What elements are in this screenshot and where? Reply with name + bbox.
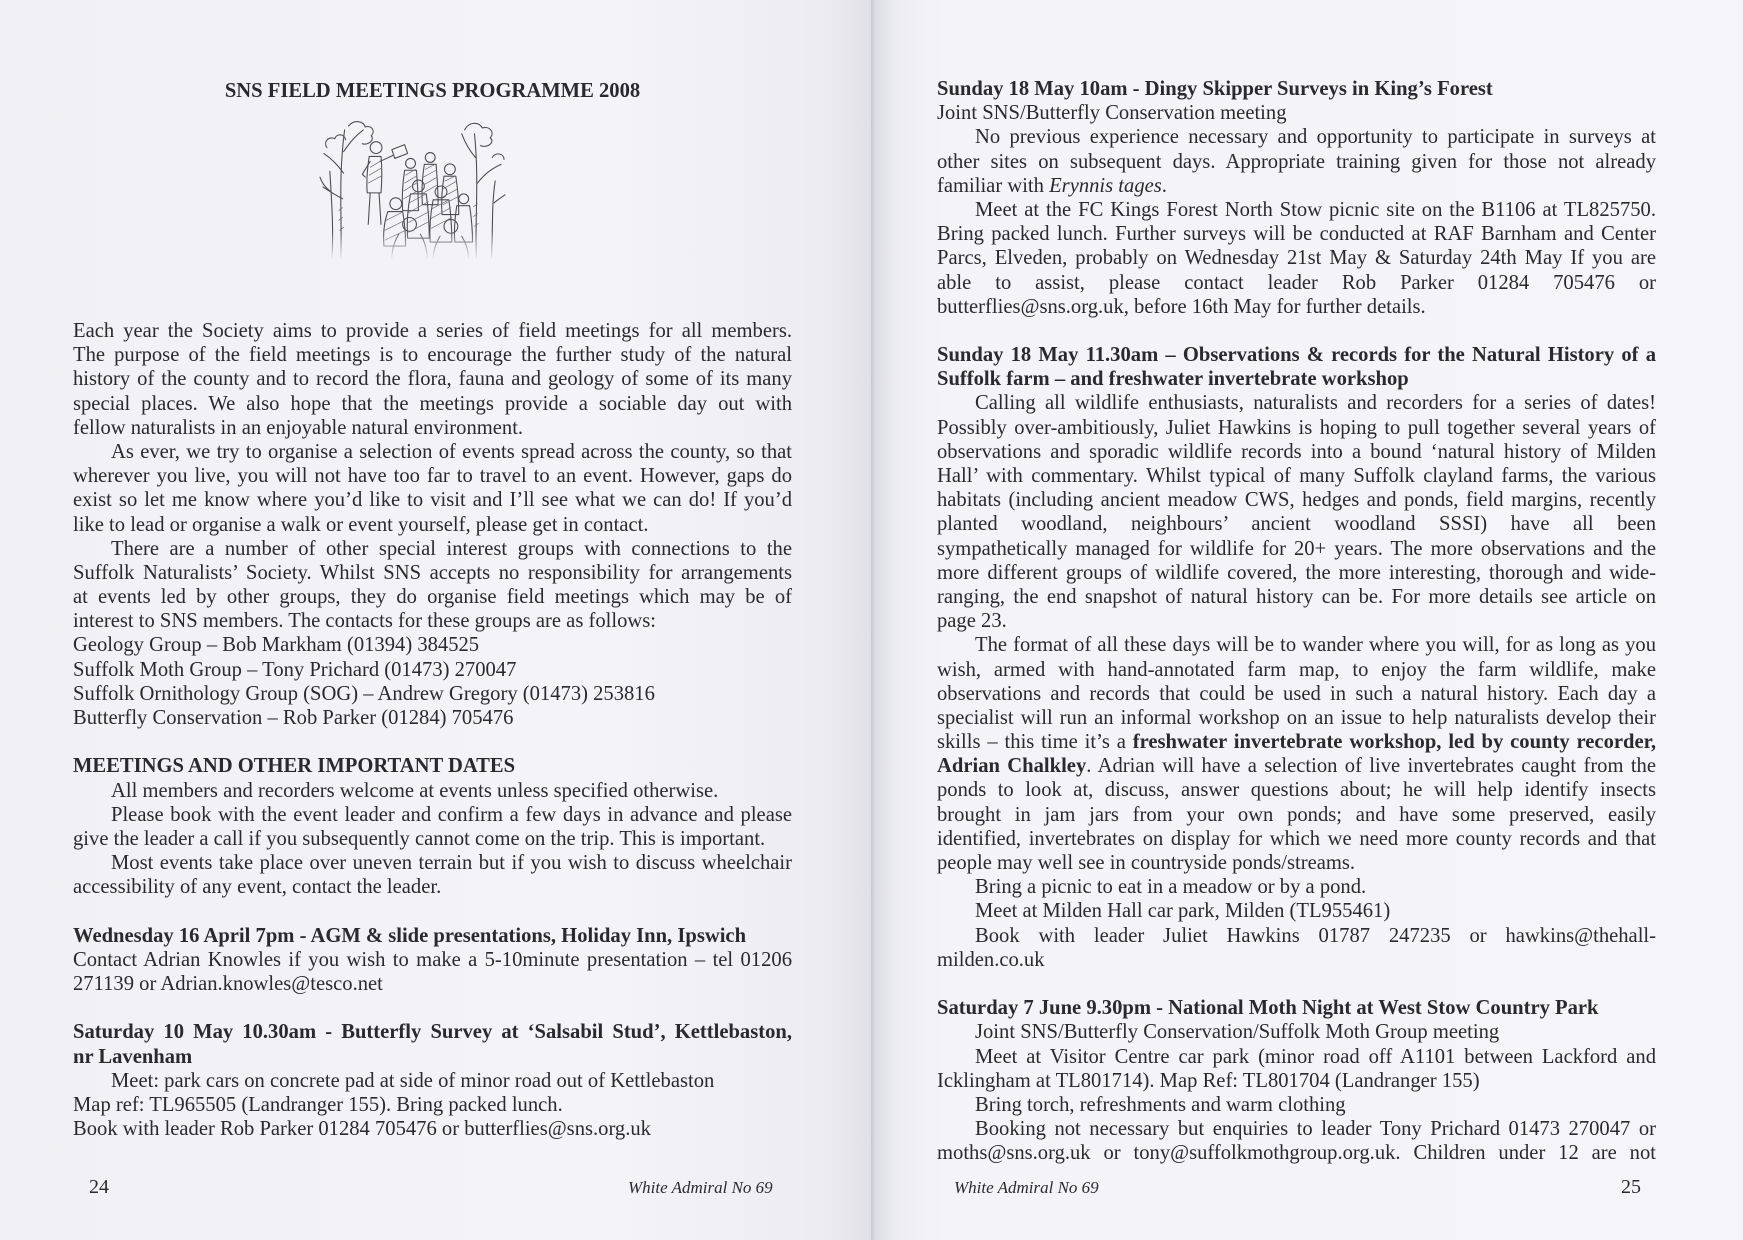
field-meeting-sketch-illustration — [319, 111, 506, 261]
text-line: identified, invertebrates on display for which we need more county records and that — [937, 827, 1656, 850]
text-line: Each year the Society aims to provide a series of field meetings for all members. — [73, 320, 792, 342]
journal-name: White Admiral No 69 — [954, 1178, 1099, 1197]
text-line: butterflies@sns.org.uk, before 16th May for further details. — [937, 295, 1426, 318]
text-line: specialist will run an informal workshop on an issue to help naturalists develop their — [937, 706, 1656, 729]
paragraph — [937, 1045, 1656, 1093]
section — [73, 924, 792, 997]
text-line: No previous experience necessary and opportunity to participate in surveys at — [975, 126, 1656, 149]
text-line: Contact Adrian Knowles if you wish to make a 5-10minute presentation – tel 01206 — [73, 948, 792, 971]
text-line: habitats (including ancient meadow CWS, hedges and ponds, field margins, recently — [937, 489, 1656, 512]
text-line: observations and sporadic wildlife records into a bound ‘natural history of Milden — [937, 440, 1656, 463]
paragraph — [73, 803, 792, 851]
text-line: people may well see in countryside ponds/streams. — [937, 852, 1356, 874]
text-line: Hall’ with commentary. Whilst typical of many Suffolk clayland farms, the various — [937, 465, 1656, 487]
text-line: Most events take place over uneven terrain but if you wish to discuss wheelchair — [111, 852, 792, 875]
paragraph — [73, 948, 792, 996]
text-line: Suffolk Moth Group – Tony Prichard (01473) 270047 — [73, 658, 517, 681]
text-line: Meet at the FC Kings Forest North Stow picnic site on the B1106 at TL825750. — [975, 198, 1656, 221]
text-line: observations and records that could be used in such a natural history. Each day a — [937, 682, 1656, 705]
paragraph — [937, 1020, 1656, 1044]
text-line: Saturday 10 May 10.30am - Butterfly Survey at ‘Salsabil Stud’, Kettlebaston, — [73, 1021, 792, 1044]
text-line: give the leader a call if you subsequently cannot come on the trip. This is important. — [73, 827, 766, 850]
paragraph — [73, 440, 792, 537]
text-line: The format of all these days will be to wander where you will, for as long as you — [975, 634, 1656, 657]
text-line: MEETINGS AND OTHER IMPORTANT DATES — [73, 755, 516, 778]
paragraph — [73, 1117, 792, 1141]
text-line: Suffolk Ornithology Group (SOG) – Andrew Gregory (01473) 253816 — [73, 682, 655, 705]
text-line: exist so let me know where you’d like to visit and I’ll see what we can do! If you’d — [73, 489, 792, 512]
text-line: wish, armed with hand-annotated farm map, to enjoy the farm wildlife, make — [937, 658, 1656, 681]
text-line: Book with leader Rob Parker 01284 705476 or butterflies@sns.org.uk — [73, 1118, 651, 1141]
right-page-body — [937, 77, 1656, 1165]
section — [73, 319, 792, 730]
paragraph — [73, 779, 792, 803]
text-line: The purpose of the field meetings is to encourage the further study of the natural — [73, 344, 792, 367]
paragraph — [73, 537, 792, 634]
paragraph — [937, 633, 1656, 875]
text-line: able to assist, please contact leader Rob Parker 01284 705476 or — [937, 271, 1656, 294]
text-line: at events led by other groups, they do organise field meetings which may be of — [73, 586, 792, 609]
italic-text: Erynnis tages — [1049, 174, 1162, 197]
text-line: Sunday 18 May 11.30am – Observations & records for the Natural History of a — [937, 344, 1656, 367]
text-line: Wednesday 16 April 7pm - AGM & slide presentations, Holiday Inn, Ipswich — [73, 924, 747, 947]
paragraph — [937, 875, 1656, 899]
paragraph — [937, 101, 1656, 125]
text-line: As ever, we try to organise a selection of events spread across the county, so that — [111, 440, 792, 463]
bold-text: Adrian Chalkley — [937, 755, 1087, 778]
text-line: nr Lavenham — [73, 1045, 193, 1068]
paragraph — [73, 706, 792, 730]
text-line: moths@sns.org.uk or tony@suffolkmothgroup.org.uk. Children under 12 are not — [937, 1142, 1656, 1165]
paragraph — [937, 125, 1656, 198]
paragraph — [937, 391, 1656, 633]
text-line: special places. We also hope that the meetings provide a sociable day out with — [73, 392, 792, 415]
paragraph — [937, 1093, 1656, 1117]
text-line: Book with leader Juliet Hawkins 01787 247235 or hawkins@thehall- — [975, 924, 1656, 947]
event-heading — [937, 77, 1656, 101]
page-number: 25 — [1621, 1176, 1641, 1198]
text-line: Meet at Visitor Centre car park (minor road off A1101 between Lackford and — [975, 1045, 1656, 1068]
text-line: interest to SNS members. The contacts for these groups are as follows: — [73, 610, 656, 633]
text-line: Bring torch, refreshments and warm clothing — [975, 1093, 1346, 1116]
text-line: brought in jam jars from your own ponds; and have some preserved, easily — [937, 803, 1656, 826]
section — [73, 754, 792, 899]
text-line: Bring a picnic to eat in a meadow or by a pond. — [975, 876, 1367, 899]
text-line: Possibly over-ambitiously, Juliet Hawkins is hoping to pull together several years of — [937, 416, 1656, 439]
text-line: ponds to look at, discuss, answer questions about; he will help identify insects — [937, 779, 1656, 802]
text-line: Suffolk Naturalists’ Society. Whilst SNS accepts no responsibility for arrangements — [73, 561, 792, 584]
text-line: Butterfly Conservation – Rob Parker (01284) 705476 — [73, 707, 514, 729]
text-line: Geology Group – Bob Markham (01394) 384525 — [73, 634, 480, 657]
text-line: There are a number of other special interest groups with connections to the — [111, 537, 792, 560]
text-line: Sunday 18 May 10am - Dingy Skipper Surveys in King’s Forest — [937, 78, 1493, 100]
paragraph — [73, 319, 792, 440]
text-line: like to lead or organise a walk or event yourself, please get in contact. — [73, 513, 649, 536]
journal-name: White Admiral No 69 — [628, 1178, 773, 1197]
text-line: accessibility of any event, contact the leader. — [73, 876, 442, 899]
left-page-body — [73, 319, 792, 1141]
paragraph — [73, 851, 792, 899]
section — [937, 996, 1656, 1165]
text-line: Joint SNS/Butterfly Conservation meeting — [937, 102, 1287, 125]
text-line: Meet at Milden Hall car park, Milden (TL955461) — [975, 900, 1391, 923]
text-line: history of the county and to record the flora, fauna and geology of some of its many — [73, 368, 792, 391]
text-run: skills – this time it’s a — [937, 731, 1133, 754]
bold-text: freshwater invertebrate workshop, led by county recorder, — [1132, 731, 1656, 754]
paragraph — [937, 1117, 1656, 1165]
text-line: All members and recorders welcome at events unless specified otherwise. — [111, 779, 719, 802]
event-heading — [73, 924, 792, 948]
text-run: . — [1161, 174, 1167, 197]
text-line: milden.co.uk — [937, 948, 1045, 971]
event-heading — [937, 996, 1656, 1020]
text-line — [937, 730, 1656, 754]
text-line: Saturday 7 June 9.30pm - National Moth Night at West Stow Country Park — [937, 997, 1599, 1020]
event-heading — [937, 343, 1656, 391]
section — [937, 343, 1656, 972]
paragraph — [73, 633, 792, 657]
text-run: . Adrian will have a selection of live invertebrates caught from the — [1086, 755, 1656, 778]
text-line: Bring packed lunch. Further surveys will be conducted at RAF Barnham and Center — [937, 223, 1656, 246]
text-line: page 23. — [937, 610, 1007, 633]
page-number: 24 — [89, 1176, 109, 1198]
paragraph — [937, 198, 1656, 319]
text-line: planted woodland, neighbours’ ancient woodland SSSI) have all been — [937, 513, 1656, 536]
text-line — [937, 174, 1656, 198]
page-title: SNS FIELD MEETINGS PROGRAMME 2008 — [224, 80, 641, 102]
section — [73, 1020, 792, 1141]
text-line: Meet: park cars on concrete pad at side of minor road out of Kettlebaston — [111, 1069, 715, 1092]
text-line: ranging, the end snapshot of natural history can be. For more details see article on — [937, 585, 1656, 608]
section — [937, 77, 1656, 319]
text-line: Suffolk farm – and freshwater invertebrate workshop — [937, 368, 1409, 391]
paragraph — [73, 1069, 792, 1093]
paragraph — [73, 682, 792, 706]
text-line: Joint SNS/Butterfly Conservation/Suffolk Moth Group meeting — [975, 1021, 1500, 1044]
text-line: Calling all wildlife enthusiasts, naturalists and recorders for a series of dates! — [975, 392, 1656, 415]
event-heading — [73, 1020, 792, 1068]
text-line: other sites on subsequent days. Appropriate training given for those not already — [937, 150, 1656, 173]
paragraph — [73, 1093, 792, 1117]
text-line: Icklingham at TL801714). Map Ref: TL801704 (Landranger 155) — [937, 1069, 1480, 1092]
paragraph — [937, 924, 1656, 972]
text-line: Booking not necessary but enquiries to leader Tony Prichard 01473 270047 or — [975, 1118, 1656, 1141]
event-heading — [73, 754, 792, 778]
text-line: Map ref: TL965505 (Landranger 155). Bring packed lunch. — [73, 1094, 563, 1116]
text-line: fellow naturalists in an enjoyable natural environment. — [73, 416, 524, 439]
page-fold — [871, 0, 874, 1240]
text-line: Parcs, Elveden, probably on Wednesday 21st May & Saturday 24th May If you are — [937, 247, 1656, 270]
paragraph — [73, 658, 792, 682]
text-line — [937, 754, 1656, 778]
paragraph — [937, 899, 1656, 923]
text-run: familiar with — [937, 174, 1050, 197]
text-line: 271139 or Adrian.knowles@tesco.net — [73, 973, 383, 996]
text-line: wherever you live, you will not have too far to travel to an event. However, gaps do — [73, 465, 792, 488]
text-line: sympathetically managed for wildlife for 20+ years. The more observations and the — [937, 537, 1656, 560]
text-line: more different groups of wildlife covered, the more interesting, thorough and wide- — [937, 561, 1656, 584]
text-line: Please book with the event leader and confirm a few days in advance and please — [111, 803, 792, 826]
